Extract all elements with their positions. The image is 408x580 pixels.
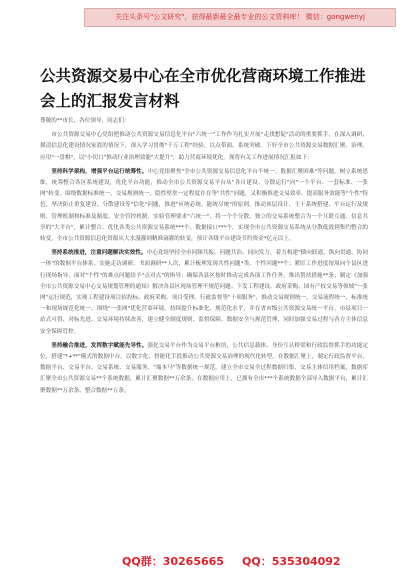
paragraph-text: 强化交易平台作为交易平台枢纽，公共信息载体、身份互认桥梁和行政监督抓手的功能定位，搭建"*+**"模式的数据中台，以数字化、智能化手段推动公共资源交易治理的现代化转型。在数据汇聚上，制定行政监督平台、数据平台、交易平台、交易系统、交易服务、"端本马"等数据统一规范，建立全市交易全过程数据归集、交易主体信用档案，数据库汇聚全市公共资源交易**个系统数据，累计汇聚数据**万余条，在数据应用上，已拥有全市***个系统数据全部导入数据平台，累计汇聚数据**万余条、整合数据**万条。 (40, 342, 368, 394)
paragraph-text: 中心党组坚持全市同频共振、问题共治、同向发力，着力构建"横向联通、纵向贯通、协同一体"的数据平台体系。实施走访调研、书面调研**人次，累计梳理发现共性问题*类、个性问题**个；紧盯工作进度按周向个县区进行现场指导，面对"个性"的难点问题给予"点对点"的指导；确保各县区按时推动完成各项工作任务，推出帮扶措施**条；制定《加强全市公共资源交易中心交易规划管理的通知》解决各县区现场管理不规范问题；下发工程建设、政府采购、国有产权交易等领域"一张网"运行规范，实现工程建设项目招投标、政府采购、项目受理、行政监督等"十项服务"，推动交易规则统一、交易流程统一、标准统一和现场规范化统一。围绕"一张网"优化营商环境，持续提升标准化、规范化水平，并在省市级公共资源交易统一平台、市县项目一站式可得、对标先进、交易环境持续改善，建立健全制度规则、监督保障、数据安全与规范管理，同时加强交易过程与各方主体信息安全保障管控。 (40, 250, 368, 335)
document-body (40, 116, 368, 397)
qq-number: QQ：535304092 (242, 555, 341, 568)
paragraph-architecture (40, 167, 368, 245)
salutation: 尊敬的**市长，各位领导，同志们： (40, 118, 130, 124)
paragraph-system (40, 248, 368, 338)
paragraph-digital (40, 341, 368, 397)
paragraph-text: 中心党组聚焦"全市公共资源交易信息化平台不统一、数据汇聚困难"等问题，树立系统思维，统筹整合各区系统建设，优化平台功能，推动全市公共资源交易平台从"各自建设、分散运行"向"一个平台、一套标准、一张网"转变。围绕数据标准统一、交易规则统一、隐性壁垒一定程度存在等"共性"问题，又积极推进交易效率、提高服务效能等"个性"特色，坚决防止重复建设、分散建设等"信化"问题，推进"应统必统、能统尽统"的原则，推动顶层设计、主干系统搭建、平台运行及规则、管理机制和标准及制度、安全管控机制、实验管理要求"六统一"，将一个个分散、独立的交易系统整合为一个互联互通、信息共享的"大平台"，累计整合、优化各类公共资源交易系统***个、数据接口***个，实现全市公共资源交易系统从分散低效到集约整合的转变，全市公共资源信息化资源从大水漫灌到精准滴灌的转变，预计各级平台建设节约资金*亿元以上。 (40, 168, 368, 243)
paragraph-lead: 坚持科学架构，增强平台运行统筹性。 (51, 168, 148, 175)
paragraph-intro: 市公共资源交易中心党组把推动公共资源交易信息化平台"六统一"工作作为扎实开展"走找想促"活动的重要抓手，在深入调研、摸清信息化建设情况家底的情况下，深入学习贯彻"千万工程"经验，以点带面、系统突破。下好全市公共资源交易数据汇聚、治理、应用"一盘棋"，以"小切口"推动行业治理效能"大提升"，助力营商环境优化。现将有关工作进展情况汇报如下： (40, 132, 368, 161)
footer (0, 550, 408, 570)
paragraph-lead: 坚持融合推进，发挥数字赋能先导性。 (51, 342, 148, 349)
top-banner: 关注头条号"公文研究"，获得最新最全最专业的公文资料库！ 微信：gongwenyj (84, 8, 396, 27)
document-title: 公共资源交易中心在全市优化营商环境工作推进会上的汇报发言材料 (40, 67, 366, 110)
qq-group-number: QQ群：30265665 (122, 555, 224, 568)
paragraph-lead: 坚持系统推进，注重问题解决实效性。 (51, 250, 147, 257)
